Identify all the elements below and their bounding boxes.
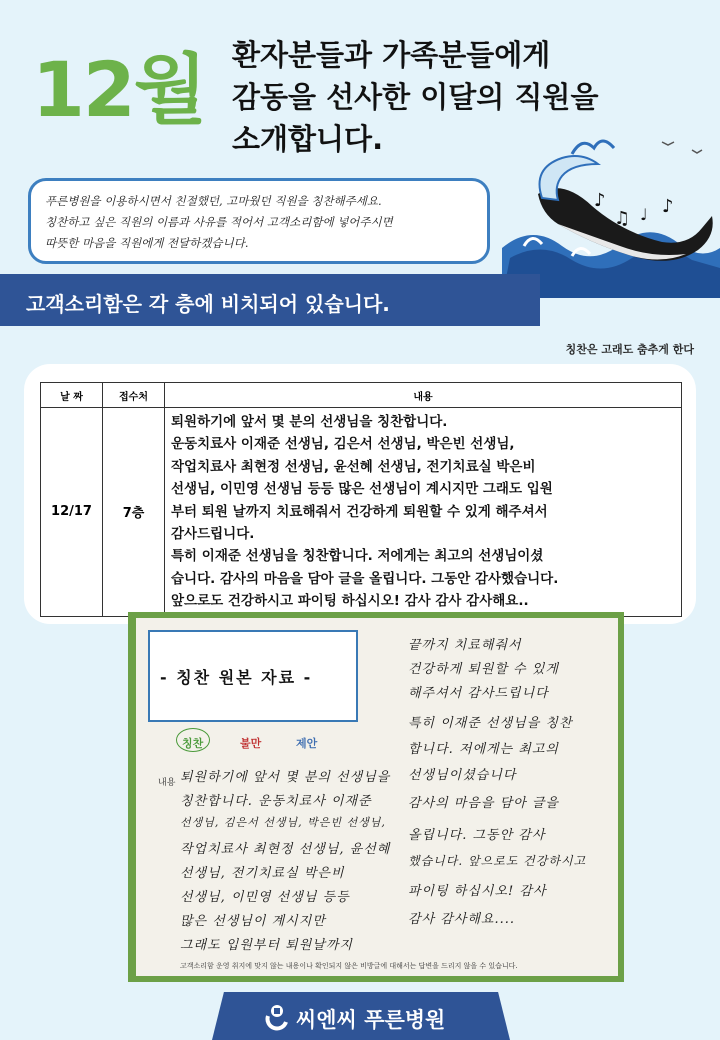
handwritten-line: 선생님, 이민영 선생님 등등: [180, 890, 350, 905]
content-line: 감사드립니다.: [171, 526, 255, 543]
content-label: 내용: [158, 778, 176, 788]
cell-content: [165, 408, 682, 617]
praise-table: [40, 382, 682, 617]
cell-location: 7층: [103, 408, 165, 617]
headline-line: 소개합니다.: [232, 122, 384, 156]
handwritten-line: 감사의 마음을 담아 글을: [408, 796, 559, 811]
svg-text:♪: ♪: [594, 190, 606, 211]
handwritten-line: 해주셔서 감사드립니다: [408, 686, 549, 701]
table-row: [41, 408, 682, 617]
handwritten-line: 올립니다. 그동안 감사: [408, 828, 546, 843]
header-location: 접수처: [103, 383, 165, 408]
handwritten-line: 퇴원하기에 앞서 몇 분의 선생님을: [180, 770, 391, 785]
handwritten-line: 작업치료사 최현정 선생님, 윤선혜: [180, 842, 391, 857]
headline-line: 환자분들과 가족분들에게: [232, 38, 551, 72]
handwritten-line: 끝까지 치료해줘서: [408, 638, 522, 653]
handwritten-line: 파이팅 하십시오! 감사: [408, 884, 547, 899]
intro-line: 따뜻한 마음을 직원에게 전달하겠습니다.: [45, 236, 249, 250]
svg-text:♩: ♩: [640, 205, 648, 224]
category-suggestion: 제안: [296, 737, 318, 750]
content-line: 부터 퇴원 날까지 치료해줘서 건강하게 퇴원할 수 있게 해주셔서: [171, 503, 548, 520]
content-line: 특히 이재준 선생님을 칭찬합니다. 저에게는 최고의 선생님이셨: [171, 548, 544, 565]
handwritten-line: 많은 선생님이 계시지만: [180, 914, 326, 929]
cell-date: 12/17: [41, 408, 103, 617]
handwritten-line: 특히 이재준 선생님을 칭찬: [408, 716, 573, 731]
svg-text:♪: ♪: [662, 196, 674, 217]
handwritten-line: 그래도 입원부터 퇴원날까지: [180, 938, 353, 953]
handwritten-line: 칭찬합니다. 운동치료사 이재준: [180, 794, 372, 809]
notice-banner-text: 고객소리함은 각 층에 비치되어 있습니다.: [26, 292, 390, 316]
handwritten-line: 합니다. 저에게는 최고의: [408, 742, 559, 757]
content-line: 퇴원하기에 앞서 몇 분의 선생님을 칭찬합니다.: [171, 414, 448, 430]
content-line: 작업치료사 최현정 선생님, 윤선혜 선생님, 전기치료실 박은비: [171, 458, 536, 475]
month-title: 12월: [32, 45, 206, 134]
handwritten-line: 선생님, 전기치료실 박은비: [180, 866, 345, 881]
scan-footer-note: 고객소리함 운영 취지에 맞지 않는 내용이나 확인되지 않은 비방글에 대해서는 답변을 드리지 않을 수 있습니다.: [180, 962, 518, 970]
handwritten-line: 했습니다. 앞으로도 건강하시고: [408, 854, 587, 868]
content-line: 운동치료사 이재준 선생님, 김은서 선생님, 박은빈 선생님,: [171, 436, 515, 453]
content-line: 앞으로도 건강하시고 파이팅 하십시오! 감사 감사 감사해요..: [171, 593, 529, 610]
handwritten-line: 건강하게 퇴원할 수 있게: [408, 662, 559, 677]
hospital-logo-icon: [262, 1002, 292, 1032]
table-header-row: [41, 383, 682, 408]
slogan: 칭찬은 고래도 춤추게 한다: [565, 343, 694, 356]
intro-line: 칭찬하고 싶은 직원의 이름과 사유를 적어서 고객소리함에 넣어주시면: [45, 215, 393, 229]
category-praise: 칭찬: [182, 737, 204, 750]
scan-title: - 칭찬 원본 자료 -: [160, 668, 313, 687]
svg-text:♫: ♫: [614, 208, 631, 229]
headline-line: 감동을 선사한 이달의 직원을: [232, 80, 599, 114]
category-complaint: 불만: [240, 737, 262, 750]
whale-illustration: [502, 128, 720, 298]
content-line: 선생님, 이민영 선생님 등등 많은 선생님이 계시지만 그래도 입원: [171, 481, 553, 498]
hospital-name: 씨엔씨 푸른병원: [296, 1008, 446, 1032]
intro-line: 푸른병원을 이용하시면서 친절했던, 고마웠던 직원을 칭찬해주세요.: [45, 194, 382, 208]
content-line: 습니다. 감사의 마음을 담아 글을 올립니다. 그동안 감사했습니다.: [171, 570, 559, 587]
handwritten-line: 선생님, 김은서 선생님, 박은빈 선생님,: [180, 816, 386, 829]
header-content: 내용: [165, 383, 682, 408]
handwritten-line: 감사 감사해요....: [408, 912, 516, 927]
header-date: 날 짜: [41, 383, 103, 408]
handwritten-line: 선생님이셨습니다: [408, 768, 517, 783]
intro-box: [28, 178, 490, 264]
